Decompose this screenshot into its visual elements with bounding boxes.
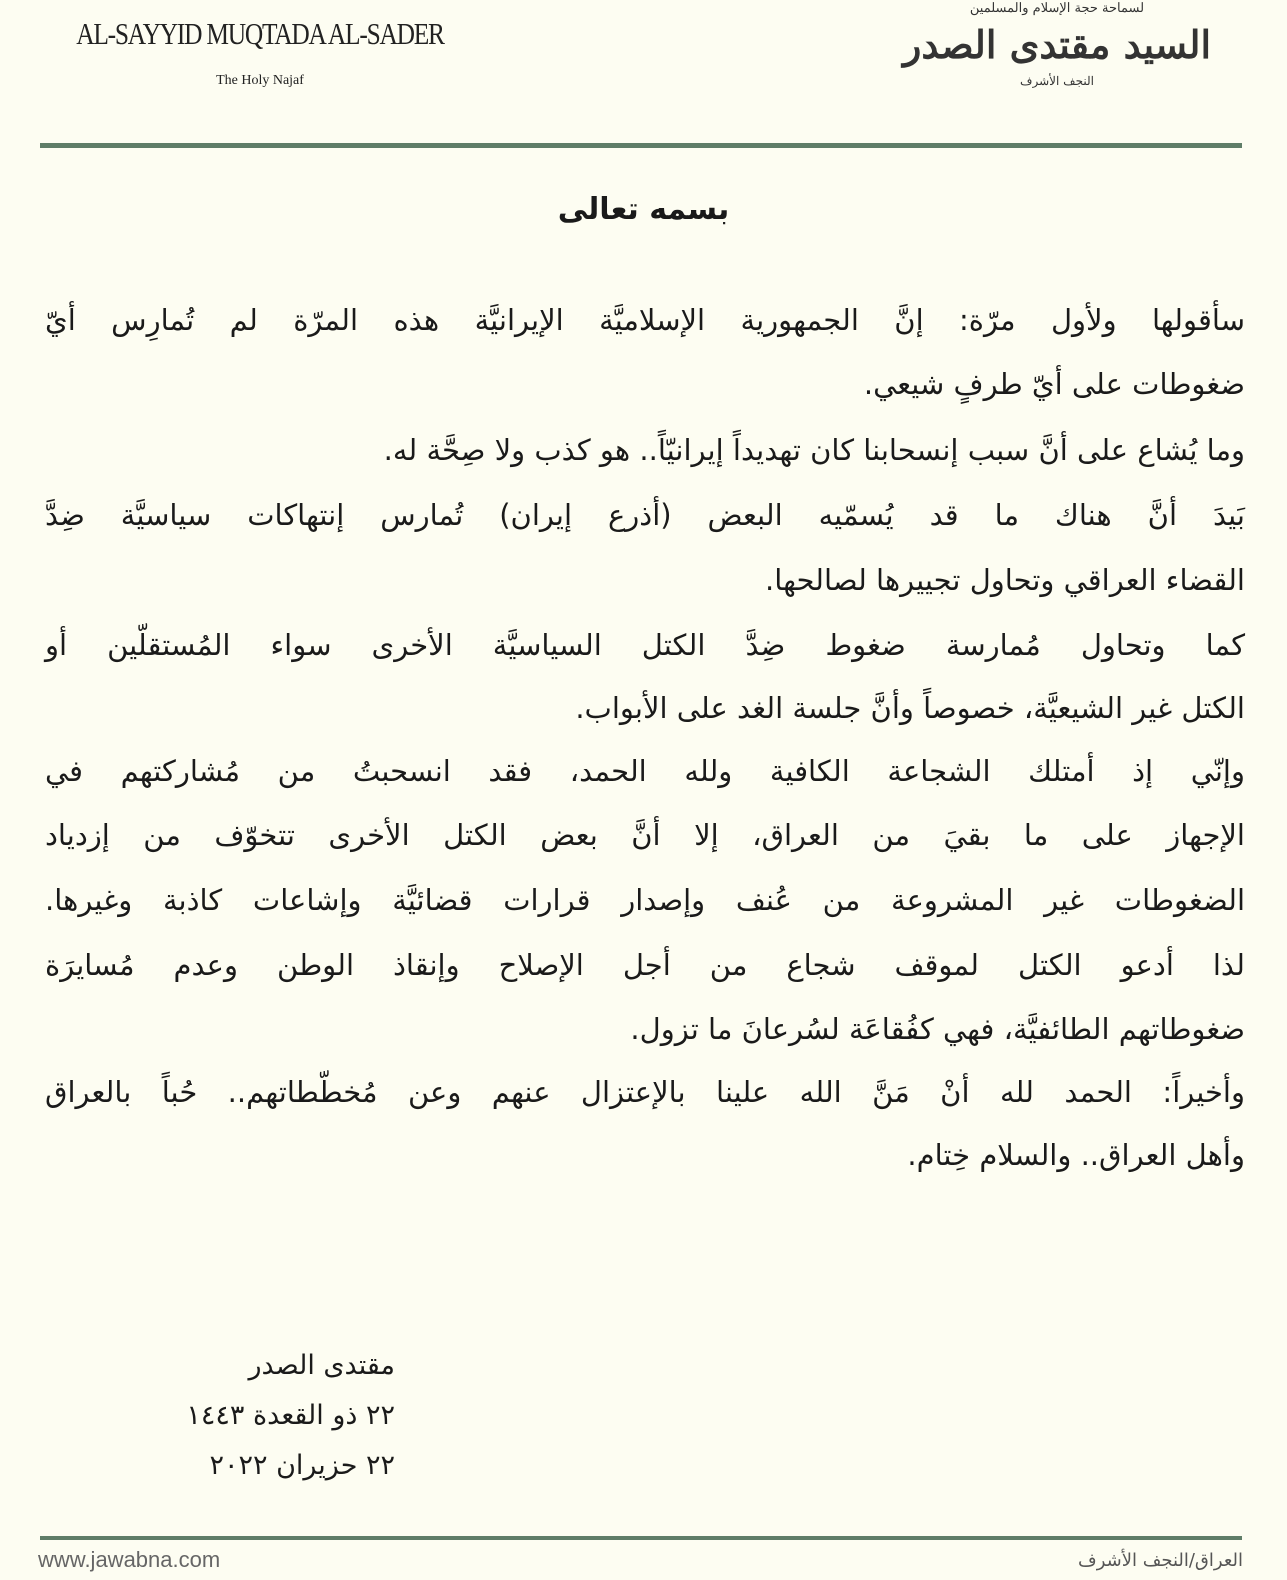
body-line: سأقولها ولأول مرّة: إنَّ الجمهورية الإسلاميَّة الإيرانيَّة هذه المرّة لم تُمارِس أيّ bbox=[45, 303, 1245, 337]
body-line: القضاء العراقي وتحاول تجييرها لصالحها. bbox=[765, 563, 1245, 597]
body-line: ضغوطات على أيّ طرفٍ شيعي. bbox=[863, 367, 1245, 401]
letterhead-english-title: AL-SAYYID MUQTADA AL-SADER bbox=[76, 16, 444, 51]
signature-name: مقتدى الصدر bbox=[248, 1350, 395, 1381]
footer-location: العراق/النجف الأشرف bbox=[1078, 1550, 1243, 1571]
letterhead-english-subtitle: The Holy Najaf bbox=[216, 73, 304, 88]
header-divider bbox=[40, 143, 1242, 148]
body-line: كما وتحاول مُمارسة ضغوط ضِدَّ الكتل السياسيَّة الأخرى سواء المُستقلّين أو bbox=[45, 628, 1245, 662]
body-line: وما يُشاع على أنَّ سبب إنسحابنا كان تهديداً إيرانيّاً.. هو كذب ولا صِحَّة له. bbox=[383, 433, 1245, 467]
heading: بسمه تعالى bbox=[557, 192, 730, 227]
body-line: الضغوطات غير المشروعة من عُنف وإصدار قرارات قضائيَّة وإشاعات كاذبة وغيرها. bbox=[45, 883, 1245, 917]
logo-top-text: لسماحة حجة الإسلام والمسلمين bbox=[969, 1, 1145, 16]
letterhead-arabic-logo bbox=[867, 0, 1247, 90]
body-line: الإجهاز على ما بقيَ من العراق، إلا أنَّ بعض الكتل الأخرى تتخوّف من إزدياد bbox=[45, 818, 1245, 852]
body-line: بَيدَ أنَّ هناك ما قد يُسمّيه البعض (أذرع إيران) تُمارس إنتهاكات سياسيَّة ضِدَّ bbox=[45, 498, 1245, 532]
body-line: لذا أدعو الكتل لموقف شجاع من أجل الإصلاح وإنقاذ الوطن وعدم مُسايرَة bbox=[45, 948, 1245, 982]
logo-bottom-text: النجف الأشرف bbox=[1020, 74, 1094, 88]
signature-hijri-date: ٢٢ ذو القعدة ١٤٤٣ bbox=[186, 1400, 395, 1431]
body-line: وإنّي إذ أمتلك الشجاعة الكافية ولله الحمد، فقد انسحبتُ من مُشاركتهم في bbox=[45, 754, 1245, 788]
footer-website: www.jawabna.com bbox=[38, 1547, 221, 1572]
body-line: ضغوطاتهم الطائفيَّة، فهي كفُقاعَة لسُرعانَ ما تزول. bbox=[630, 1012, 1245, 1046]
body-line: الكتل غير الشيعيَّة، خصوصاً وأنَّ جلسة الغد على الأبواب. bbox=[575, 691, 1245, 725]
body-line: وأخيراً: الحمد لله أنْ مَنَّ الله علينا بالإعتزال عنهم وعن مُخطّطاتهم.. حُباً بالعراق bbox=[45, 1075, 1245, 1109]
logo-name: السيد مقتدى الصدر bbox=[902, 22, 1212, 67]
footer-divider bbox=[40, 1536, 1242, 1540]
body-line: وأهل العراق.. والسلام خِتام. bbox=[907, 1138, 1245, 1172]
signature-gregorian-date: ٢٢ حزيران ٢٠٢٢ bbox=[209, 1450, 395, 1481]
